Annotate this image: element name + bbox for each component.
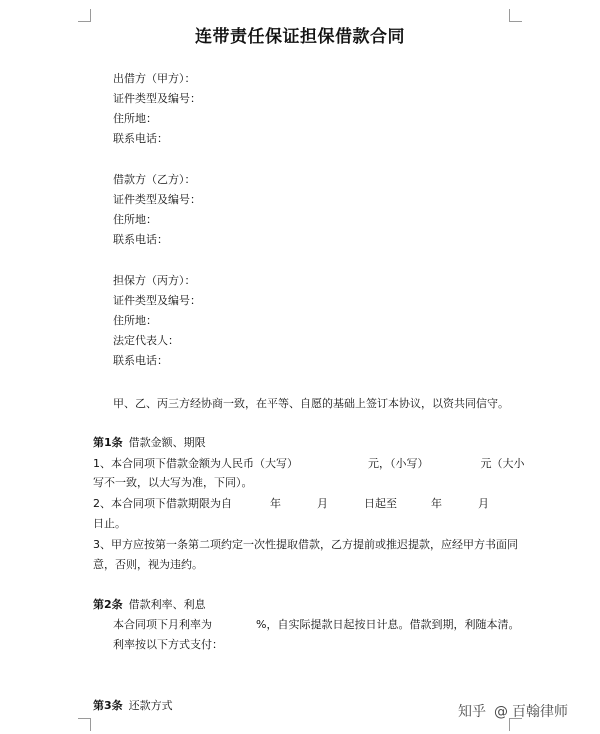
article-1-clause-2-line-2: 日止。 [93,517,126,530]
lender-phone-label: 联系电话： [113,132,168,145]
article-3-heading [93,699,173,713]
lender-name-label: 出借方（甲方）： [113,72,196,85]
corner-mark-top-right [509,9,522,22]
lender-id-label: 证件类型及编号： [113,92,201,105]
borrower-address-label: 住所地： [113,213,157,226]
document-title: 连带责任保证担保借款合同 [195,27,405,47]
article-3-number: 第3条 [93,699,123,712]
guarantor-phone-label: 联系电话： [113,354,168,367]
article-2-heading [93,598,206,612]
guarantor-representative-label: 法定代表人： [113,334,179,347]
article-3-title: 还款方式 [128,699,173,712]
watermark-author: 百翰律师 [512,704,568,720]
article-1-clause-1-line-1: 1、本合同项下借款金额为人民币（大写） 元，（小写） 元（大小 [93,457,525,470]
guarantor-id-label: 证件类型及编号： [113,294,201,307]
article-1-clause-1-line-2: 写不一致，以大写为准，下同）。 [93,476,253,489]
corner-mark-bottom-left [78,718,91,731]
article-2-title: 借款利率、利息 [128,598,206,611]
watermark-at: @ [494,704,508,720]
article-2-line-1: 本合同项下月利率为 %，自实际提款日起按日计息。借款到期，利随本清。 [113,618,520,631]
article-1-clause-3-line-2: 意，否则，视为违约。 [93,558,203,571]
borrower-phone-label: 联系电话： [113,233,168,246]
article-1-clause-2-line-1: 2、本合同项下借款期限为自 年 月 日起至 年 月 [93,497,489,510]
borrower-name-label: 借款方（乙方）： [113,173,196,186]
article-1-clause-3-line-1: 3、甲方应按第一条第二项约定一次性提取借款，乙方提前或推迟提款，应经甲方书面同 [93,538,518,551]
corner-mark-top-left [78,9,91,22]
article-1-number: 第1条 [93,436,123,449]
preamble: 甲、乙、丙三方经协商一致，在平等、自愿的基础上签订本协议，以资共同信守。 [113,397,509,410]
guarantor-address-label: 住所地： [113,314,157,327]
article-1-title: 借款金额、期限 [128,436,206,449]
watermark [458,701,568,721]
article-1-heading [93,436,206,450]
lender-address-label: 住所地： [113,112,157,125]
guarantor-name-label: 担保方（丙方）： [113,274,196,287]
watermark-brand: 知乎 [458,704,486,720]
article-2-line-2: 利率按以下方式支付： [113,638,223,651]
article-2-number: 第2条 [93,598,123,611]
borrower-id-label: 证件类型及编号： [113,193,201,206]
